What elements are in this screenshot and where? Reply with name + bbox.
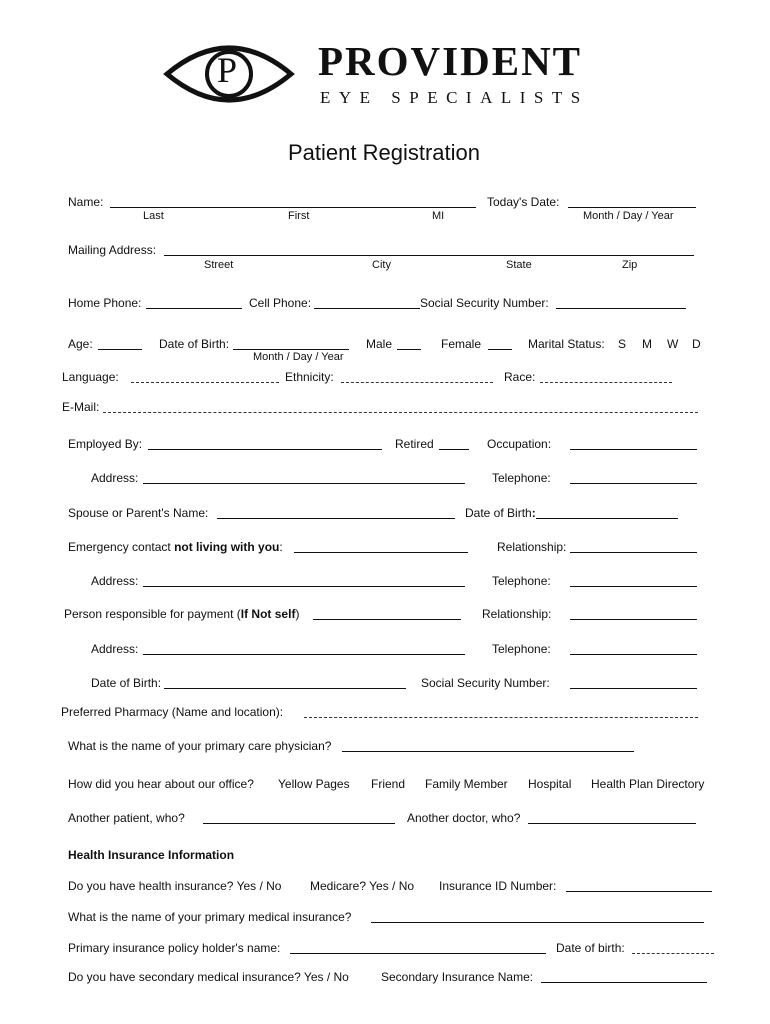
insurance-id-field[interactable] [566,891,712,892]
emergency-telephone-field[interactable] [570,586,697,587]
another-patient-field[interactable] [203,823,395,824]
resp-address-field[interactable] [143,654,465,655]
employed-by-field[interactable] [148,449,382,450]
secondary-name-label: Secondary Insurance Name: [381,970,534,984]
name-sub-first: First [288,210,310,222]
spouse-dob-label [465,506,536,520]
spouse-dob-text: Date of Birth [465,506,532,520]
brand-tagline: EYE SPECIALISTS [320,88,589,107]
name-field[interactable] [110,207,476,208]
secondary-label: Do you have secondary medical insurance? Yes / No [68,970,349,984]
mail-sub-state: State [506,259,532,271]
mail-sub-street: Street [204,259,234,271]
emergency-rel-field[interactable] [570,552,697,553]
another-doctor-label: Another doctor, who? [407,811,521,825]
occupation-field[interactable] [570,449,697,450]
resp-dob-label: Date of Birth: [91,676,162,690]
cell-phone-field[interactable] [314,308,420,309]
todays-date-label: Today's Date: [487,195,560,209]
emergency-address-field[interactable] [143,586,465,587]
age-label: Age: [68,337,93,351]
male-label: Male [366,337,393,351]
resp-rel-label: Relationship: [482,607,552,621]
email-field[interactable] [103,412,698,413]
mailing-label: Mailing Address: [68,243,157,257]
female-field[interactable] [488,349,512,350]
spouse-field[interactable] [217,518,455,519]
emergency-label-pre: Emergency contact [68,540,175,554]
retired-label: Retired [395,437,434,451]
home-phone-label: Home Phone: [68,296,142,310]
resp-ssn-field[interactable] [570,688,697,689]
resp-label-post: ) [295,607,300,621]
secondary-name-field[interactable] [541,982,707,983]
pharmacy-label: Preferred Pharmacy (Name and location): [61,705,284,719]
ssn-label: Social Security Number: [420,296,549,310]
occupation-label: Occupation: [487,437,552,451]
page-title: Patient Registration [288,140,480,165]
resp-label-pre: Person responsible for payment ( [64,607,241,621]
dob-sub: Month / Day / Year [253,351,344,363]
race-field[interactable] [540,382,672,383]
language-label: Language: [62,370,119,384]
cell-phone-label: Cell Phone: [249,296,312,310]
insurance-heading: Health Insurance Information [68,848,235,862]
resp-telephone-field[interactable] [570,654,697,655]
have-insurance-label: Do you have health insurance? Yes / No [68,879,282,893]
name-sub-mi: MI [432,210,445,222]
resp-telephone-label: Telephone: [492,642,551,656]
hear-plan-option[interactable]: Health Plan Directory [591,777,705,791]
holder-dob-label: Date of birth: [556,941,625,955]
name-label: Name: [68,195,104,209]
email-label: E-Mail: [62,400,100,414]
todays-date-sub: Month / Day / Year [583,210,674,222]
logo-letter: P [217,50,238,90]
resp-label [64,607,299,621]
holder-field[interactable] [290,953,546,954]
emergency-label-post: : [279,540,283,554]
resp-dob-field[interactable] [164,688,406,689]
dob-label: Date of Birth: [159,337,230,351]
home-phone-field[interactable] [146,308,242,309]
another-patient-label: Another patient, who? [68,811,185,825]
spouse-dob-colon: : [531,506,536,520]
marital-s-option[interactable]: S [618,337,627,351]
emergency-telephone-label: Telephone: [492,574,551,588]
female-label: Female [441,337,482,351]
pcp-field[interactable] [342,751,634,752]
hear-label: How did you hear about our office? [68,777,254,791]
emp-telephone-field[interactable] [570,483,697,484]
todays-date-field[interactable] [568,207,696,208]
emergency-label-bold: not living with you [174,540,280,554]
mail-sub-zip: Zip [622,259,638,271]
hear-friend-option[interactable]: Friend [371,777,406,791]
race-label: Race: [504,370,536,384]
emergency-rel-label: Relationship: [497,540,567,554]
age-field[interactable] [98,349,142,350]
language-field[interactable] [131,382,279,383]
mail-sub-city: City [372,259,391,271]
emp-telephone-label: Telephone: [492,471,551,485]
another-doctor-field[interactable] [528,823,696,824]
employed-by-label: Employed By: [68,437,143,451]
marital-label: Marital Status: [528,337,605,351]
name-sub-last: Last [143,210,164,222]
primary-ins-field[interactable] [371,922,704,923]
male-field[interactable] [397,349,421,350]
emp-address-field[interactable] [143,483,465,484]
emergency-name-field[interactable] [294,552,468,553]
emp-address-label: Address: [91,471,139,485]
pharmacy-field[interactable] [304,717,698,718]
primary-ins-label: What is the name of your primary medical insurance? [68,910,352,924]
ethnicity-field[interactable] [341,382,493,383]
pcp-label: What is the name of your primary care physician? [68,739,332,753]
holder-dob-field[interactable] [632,953,714,954]
marital-d-option[interactable]: D [692,337,701,351]
hear-family-option[interactable]: Family Member [425,777,508,791]
dob-field[interactable] [233,349,349,350]
brand-name: PROVIDENT [318,38,583,84]
marital-m-option[interactable]: M [642,337,652,351]
mailing-field[interactable] [164,255,694,256]
resp-label-bold: If Not self [240,607,296,621]
hear-yellow-pages-option[interactable]: Yellow Pages [278,777,350,791]
spouse-dob-field[interactable] [536,518,678,519]
resp-name-field[interactable] [313,619,461,620]
retired-field[interactable] [439,449,469,450]
resp-ssn-label: Social Security Number: [421,676,550,690]
insurance-id-label: Insurance ID Number: [439,879,557,893]
ssn-field[interactable] [556,308,686,309]
holder-label: Primary insurance policy holder's name: [68,941,281,955]
spouse-label: Spouse or Parent's Name: [68,506,209,520]
resp-address-label: Address: [91,642,139,656]
emergency-label [68,540,283,554]
resp-rel-field[interactable] [570,619,697,620]
marital-w-option[interactable]: W [667,337,679,351]
emergency-address-label: Address: [91,574,139,588]
ethnicity-label: Ethnicity: [285,370,334,384]
hear-hospital-option[interactable]: Hospital [528,777,572,791]
medicare-label: Medicare? Yes / No [310,879,415,893]
